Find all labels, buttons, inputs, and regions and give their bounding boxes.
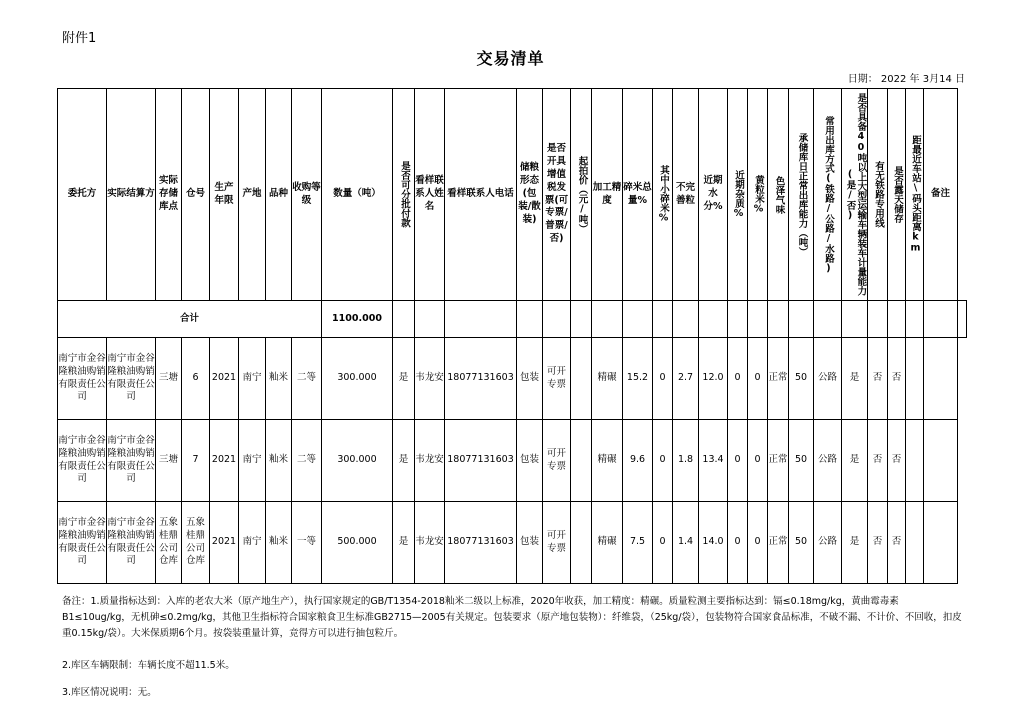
col-header: 委托方 (58, 89, 107, 301)
cell-origin: 南宁 (239, 420, 266, 502)
cell-capacity: 50 (789, 338, 814, 420)
col-header: 生产年限 (210, 89, 239, 301)
cell-settle: 南宁市金谷隆粮油购销有限责任公司 (107, 420, 156, 502)
cell-year: 2021 (210, 502, 239, 584)
cell-price (571, 420, 592, 502)
cell-grade: 二等 (292, 338, 322, 420)
cell-year: 2021 (210, 420, 239, 502)
cell-color: 正常 (768, 502, 789, 584)
cell-precision: 精碾 (592, 420, 623, 502)
col-header: 仓号 (182, 89, 210, 301)
col-header: 品种 (266, 89, 292, 301)
cell-qty: 300.000 (322, 338, 393, 420)
note-3: 3.库区情况说明：无。 (62, 687, 157, 698)
cell-moisture: 14.0 (699, 502, 728, 584)
col-header: 实际结算方 (107, 89, 156, 301)
total-row (58, 301, 967, 338)
cell-year: 2021 (210, 338, 239, 420)
col-header: 是否可分批付款 (393, 89, 415, 301)
date-label: 日期： 2022 年 3月14 日 (847, 74, 965, 85)
cell-capacity: 50 (789, 502, 814, 584)
cell-yellow: 0 (748, 338, 768, 420)
cell-yellow: 0 (748, 502, 768, 584)
cell-yellow: 0 (748, 420, 768, 502)
col-header: 承储库日正常出库能力（吨） (789, 89, 814, 301)
cell-broken: 15.2 (623, 338, 653, 420)
cell-open-air: 否 (888, 338, 906, 420)
cell-remark (924, 502, 958, 584)
cell-bin: 五象桂鼎公司仓库 (182, 502, 210, 584)
col-header: 实际存储库点 (156, 89, 182, 301)
cell-bin: 6 (182, 338, 210, 420)
col-header: 有无铁路专用线 (868, 89, 888, 301)
col-header: 距最近车站\码头距离km (906, 89, 924, 301)
cell-depot: 五象桂鼎公司仓库 (156, 502, 182, 584)
cell-invoice: 可开专票 (543, 338, 571, 420)
col-header: 备注 (924, 89, 958, 301)
cell-phone: 18077131603 (445, 502, 517, 584)
cell-small-broken: 0 (653, 338, 673, 420)
cell-rail: 否 (868, 420, 888, 502)
cell-capacity: 50 (789, 420, 814, 502)
page-title: 交易清单 (476, 49, 545, 68)
cell-distance (906, 420, 924, 502)
col-header: 是否具备40吨以上大型运输车辆装车计量能力(是/否) (842, 89, 868, 301)
cell-distance (906, 338, 924, 420)
cell-moisture: 12.0 (699, 338, 728, 420)
col-header: 黄粒米% (748, 89, 768, 301)
table-row (58, 420, 967, 502)
cell-remark (924, 338, 958, 420)
col-header: 数量（吨） (322, 89, 393, 301)
cell-client: 南宁市金谷隆粮油购销有限责任公司 (58, 502, 107, 584)
cell-invoice: 可开专票 (543, 502, 571, 584)
cell-form: 包装 (517, 338, 543, 420)
transaction-table (57, 88, 967, 584)
cell-variety: 籼米 (266, 502, 292, 584)
col-header: 收购等级 (292, 89, 322, 301)
cell-small-broken: 0 (653, 502, 673, 584)
attachment-label: 附件1 (62, 31, 97, 46)
cell-form: 包装 (517, 420, 543, 502)
cell-contact: 韦龙安 (415, 502, 445, 584)
col-header: 碎米总量% (623, 89, 653, 301)
cell-moisture: 13.4 (699, 420, 728, 502)
cell-qty: 300.000 (322, 420, 393, 502)
cell-method: 公路 (814, 420, 842, 502)
cell-variety: 籼米 (266, 420, 292, 502)
cell-open-air: 否 (888, 420, 906, 502)
cell-impurity: 0 (728, 502, 748, 584)
cell-price (571, 502, 592, 584)
col-header: 加工精度 (592, 89, 623, 301)
cell-client: 南宁市金谷隆粮油购销有限责任公司 (58, 420, 107, 502)
cell-price (571, 338, 592, 420)
cell-form: 包装 (517, 502, 543, 584)
col-header: 看样联系人电话 (445, 89, 517, 301)
cell-phone: 18077131603 (445, 338, 517, 420)
cell-batch: 是 (393, 420, 415, 502)
cell-contact: 韦龙安 (415, 420, 445, 502)
col-header: 不完善粒 (673, 89, 699, 301)
col-header: 其中小碎米% (653, 89, 673, 301)
cell-open-air: 否 (888, 502, 906, 584)
table-row (58, 502, 967, 584)
note-1: 备注：1.质量指标达到：入库的老农大米（原产地生产），执行国家规定的GB/T1354-2018籼米二级以上标准，2020年收获，加工精度：精碾。质量粒测主要指标达到：镉≤0.18mg/kg，黄曲霉毒素B1≤10ug/kg，无机砷≤0.2mg/kg，其他卫生指标符合国家粮食卫生标准GB2715—2005有关规定。包装要求（原产地包装物）：纤维袋，（25kg/袋），包装物符合国家食品标准，不破不漏、不计价、不回收，扣皮重0.15kg/袋）。大米保质期6个月。按袋装重量计算，竞得方可以进行抽包粒斤。 (62, 596, 962, 639)
cell-broken: 9.6 (623, 420, 653, 502)
cell-color: 正常 (768, 338, 789, 420)
cell-client: 南宁市金谷隆粮油购销有限责任公司 (58, 338, 107, 420)
cell-batch: 是 (393, 338, 415, 420)
cell-grade: 一等 (292, 502, 322, 584)
total-label: 合计 (58, 301, 322, 338)
total-quantity: 1100.000 (322, 301, 393, 338)
cell-depot: 三塘 (156, 420, 182, 502)
cell-rail: 否 (868, 502, 888, 584)
cell-depot: 三塘 (156, 338, 182, 420)
cell-grade: 二等 (292, 420, 322, 502)
header-row (58, 89, 967, 301)
cell-batch: 是 (393, 502, 415, 584)
cell-contact: 韦龙安 (415, 338, 445, 420)
cell-imperfect: 1.4 (673, 502, 699, 584)
cell-truck: 是 (842, 502, 868, 584)
cell-settle: 南宁市金谷隆粮油购销有限责任公司 (107, 502, 156, 584)
col-header: 储粮形态(包装/散装) (517, 89, 543, 301)
cell-precision: 精碾 (592, 338, 623, 420)
cell-variety: 籼米 (266, 338, 292, 420)
cell-origin: 南宁 (239, 502, 266, 584)
cell-precision: 精碾 (592, 502, 623, 584)
cell-rail: 否 (868, 338, 888, 420)
cell-remark (924, 420, 958, 502)
col-header: 产地 (239, 89, 266, 301)
cell-broken: 7.5 (623, 502, 653, 584)
cell-method: 公路 (814, 338, 842, 420)
col-header: 近期水分% (699, 89, 728, 301)
cell-imperfect: 1.8 (673, 420, 699, 502)
cell-color: 正常 (768, 420, 789, 502)
cell-impurity: 0 (728, 338, 748, 420)
cell-distance (906, 502, 924, 584)
col-header: 近期杂质% (728, 89, 748, 301)
col-header: 是否开具增值税发票(可专票/普票/否) (543, 89, 571, 301)
col-header: 是否露天储存 (888, 89, 906, 301)
cell-method: 公路 (814, 502, 842, 584)
col-header: 常用出库方式(铁路/公路/水路) (814, 89, 842, 301)
col-header: 看样联系人姓名 (415, 89, 445, 301)
cell-settle: 南宁市金谷隆粮油购销有限责任公司 (107, 338, 156, 420)
cell-impurity: 0 (728, 420, 748, 502)
col-header: 色泽气味 (768, 89, 789, 301)
cell-origin: 南宁 (239, 338, 266, 420)
cell-truck: 是 (842, 338, 868, 420)
cell-qty: 500.000 (322, 502, 393, 584)
cell-truck: 是 (842, 420, 868, 502)
cell-phone: 18077131603 (445, 420, 517, 502)
cell-imperfect: 2.7 (673, 338, 699, 420)
note-2: 2.库区车辆限制：车辆长度不超11.5米。 (62, 660, 235, 671)
cell-small-broken: 0 (653, 420, 673, 502)
cell-bin: 7 (182, 420, 210, 502)
col-header: 起拍价（元/吨） (571, 89, 592, 301)
cell-invoice: 可开专票 (543, 420, 571, 502)
notes-block (62, 594, 962, 642)
table-row (58, 338, 967, 420)
